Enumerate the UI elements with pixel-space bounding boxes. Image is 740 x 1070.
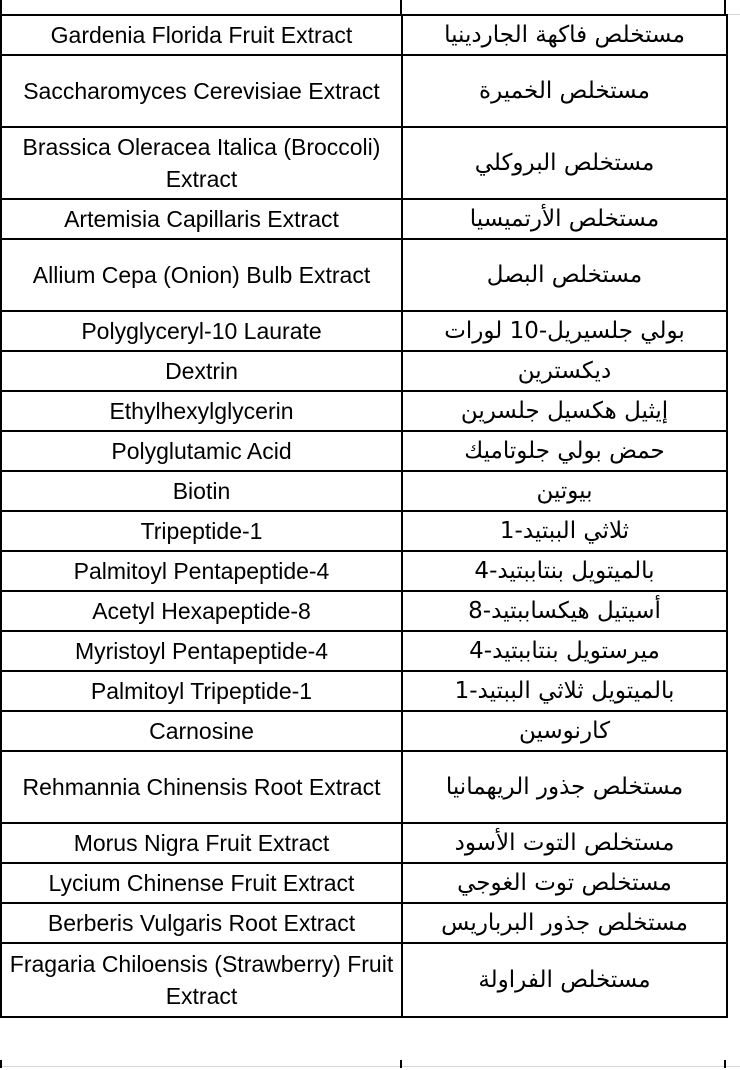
table-row <box>1 511 727 551</box>
arabic-name-cell: بالميتويل ثلاثي الببتيد-1 <box>402 671 727 711</box>
english-name-cell: Palmitoyl Tripeptide-1 <box>1 671 402 711</box>
column-border <box>724 1060 726 1068</box>
table-row <box>1 751 727 823</box>
table-row <box>1 199 727 239</box>
table-row <box>1 351 727 391</box>
english-name-cell: Lycium Chinense Fruit Extract <box>1 863 402 903</box>
table-row <box>1 671 727 711</box>
table-row <box>1 631 727 671</box>
english-name-cell: Berberis Vulgaris Root Extract <box>1 903 402 943</box>
arabic-name-cell: مستخلص جذور البرباريس <box>402 903 727 943</box>
table-row <box>1 391 727 431</box>
english-name-cell: Dextrin <box>1 351 402 391</box>
arabic-name-cell: مستخلص البصل <box>402 239 727 311</box>
arabic-name-cell: حمض بولي جلوتاميك <box>402 431 727 471</box>
table-row <box>1 127 727 199</box>
english-name-cell: Ethylhexylglycerin <box>1 391 402 431</box>
english-name-cell: Biotin <box>1 471 402 511</box>
english-name-cell: Acetyl Hexapeptide-8 <box>1 591 402 631</box>
english-name-cell: Polyglutamic Acid <box>1 431 402 471</box>
table-row <box>1 431 727 471</box>
next-row-edge <box>0 1060 740 1070</box>
table-row <box>1 239 727 311</box>
arabic-name-cell: مستخلص الفراولة <box>402 943 727 1017</box>
table-row <box>1 311 727 351</box>
english-name-cell: Allium Cepa (Onion) Bulb Extract <box>1 239 402 311</box>
arabic-name-cell: مستخلص الأرتميسيا <box>402 199 727 239</box>
english-name-cell: Artemisia Capillaris Extract <box>1 199 402 239</box>
english-name-cell: Fragaria Chiloensis (Strawberry) Fruit Extract <box>1 943 402 1017</box>
english-name-cell: Saccharomyces Cerevisiae Extract <box>1 55 402 127</box>
arabic-name-cell: مستخلص توت الغوجي <box>402 863 727 903</box>
arabic-name-cell: مستخلص الخميرة <box>402 55 727 127</box>
english-name-cell: Carnosine <box>1 711 402 751</box>
table-row <box>1 55 727 127</box>
arabic-name-cell: مستخلص فاكهة الجاردينيا <box>402 15 727 55</box>
table-row <box>1 863 727 903</box>
ingredients-table <box>0 14 728 1018</box>
arabic-name-cell: إيثيل هكسيل جلسرين <box>402 391 727 431</box>
english-name-cell: Myristoyl Pentapeptide-4 <box>1 631 402 671</box>
table-row <box>1 943 727 1017</box>
english-name-cell: Polyglyceryl-10 Laurate <box>1 311 402 351</box>
arabic-name-cell: بيوتين <box>402 471 727 511</box>
arabic-name-cell: بولي جلسيريل-10 لورات <box>402 311 727 351</box>
english-name-cell: Rehmannia Chinensis Root Extract <box>1 751 402 823</box>
gridline <box>0 1066 740 1067</box>
table-row <box>1 591 727 631</box>
column-border <box>400 1060 402 1068</box>
table-row <box>1 823 727 863</box>
column-border <box>0 1060 2 1068</box>
english-name-cell: Gardenia Florida Fruit Extract <box>1 15 402 55</box>
english-name-cell: Palmitoyl Pentapeptide-4 <box>1 551 402 591</box>
table-row <box>1 903 727 943</box>
table-row <box>1 15 727 55</box>
arabic-name-cell: ديكسترين <box>402 351 727 391</box>
arabic-name-cell: مستخلص جذور الريهمانيا <box>402 751 727 823</box>
english-name-cell: Brassica Oleracea Italica (Broccoli) Extract <box>1 127 402 199</box>
arabic-name-cell: ميرستويل بنتاببتيد-4 <box>402 631 727 671</box>
arabic-name-cell: مستخلص البروكلي <box>402 127 727 199</box>
arabic-name-cell: ثلاثي الببتيد-1 <box>402 511 727 551</box>
table-row <box>1 471 727 511</box>
arabic-name-cell: مستخلص التوت الأسود <box>402 823 727 863</box>
arabic-name-cell: بالميتويل بنتاببتيد-4 <box>402 551 727 591</box>
english-name-cell: Tripeptide-1 <box>1 511 402 551</box>
table-row <box>1 711 727 751</box>
arabic-name-cell: أسيتيل هيكساببتيد-8 <box>402 591 727 631</box>
english-name-cell: Morus Nigra Fruit Extract <box>1 823 402 863</box>
arabic-name-cell: كارنوسين <box>402 711 727 751</box>
table-row <box>1 551 727 591</box>
